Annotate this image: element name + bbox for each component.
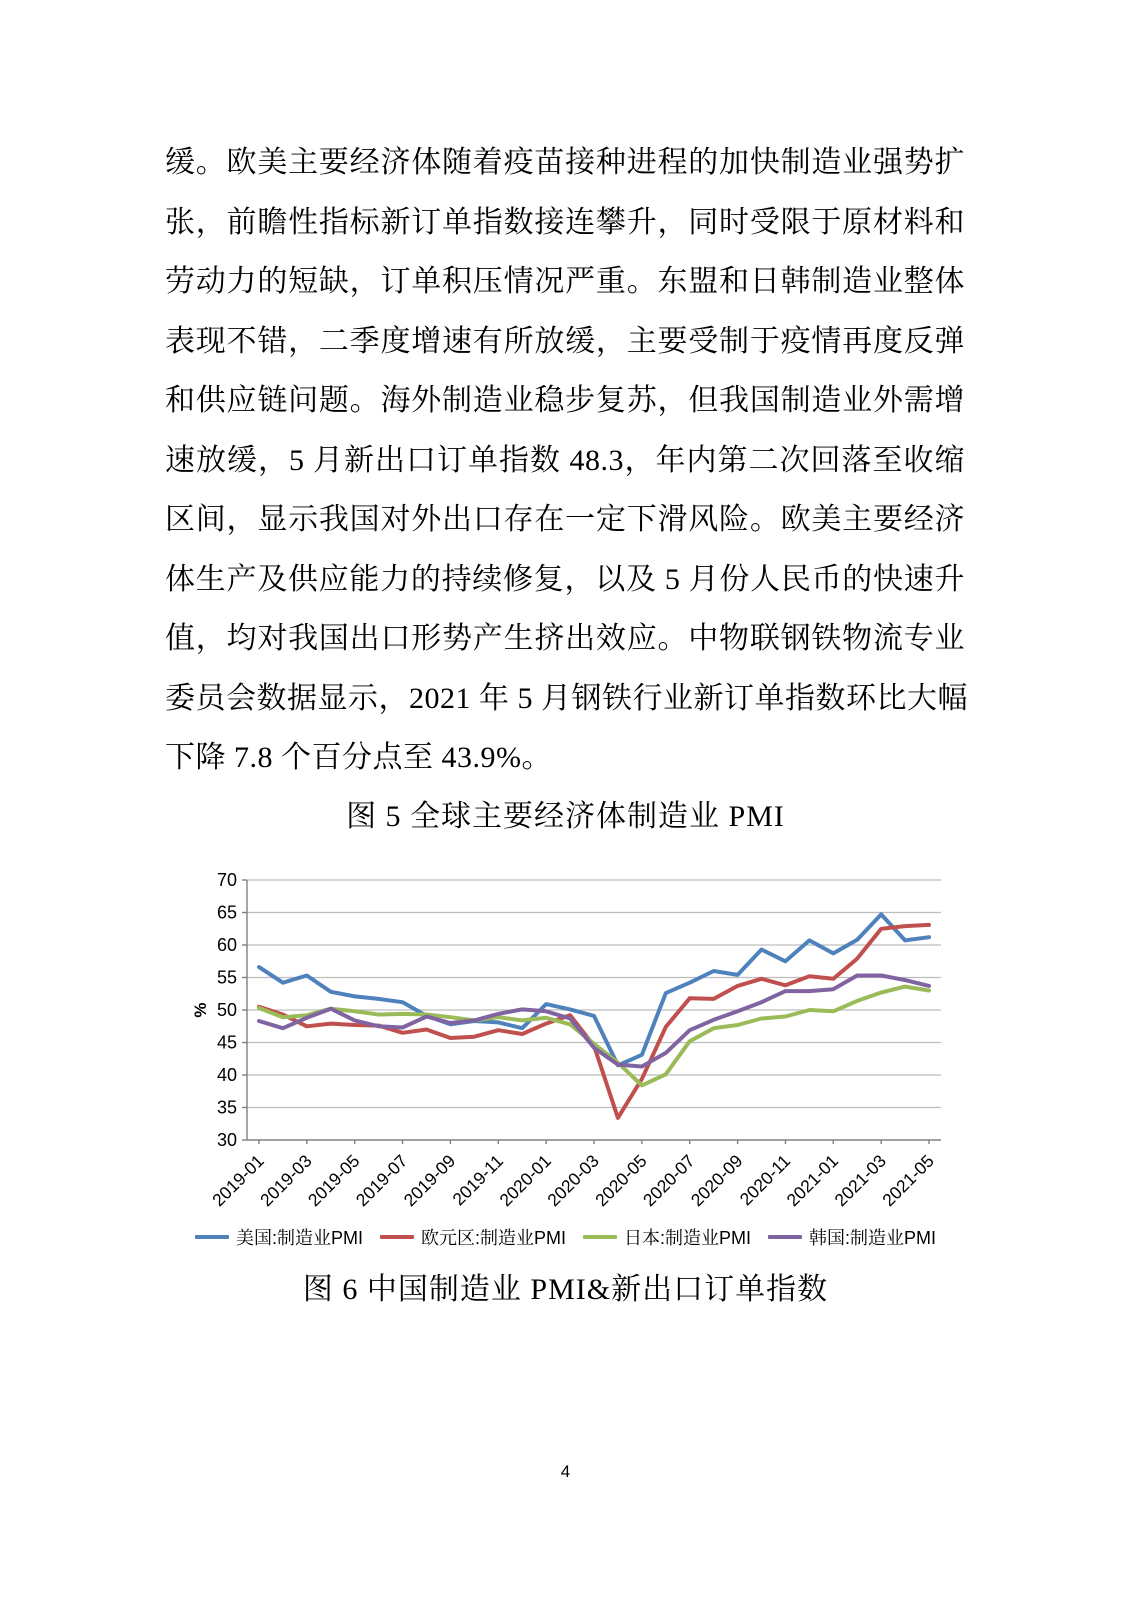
paragraph-line-4: 表现不错，二季度增速有所放缓，主要受制于疫情再度反弹 <box>165 324 965 358</box>
legend-swatch-eurozone <box>380 1235 414 1239</box>
svg-text:2019-01: 2019-01 <box>208 1150 268 1211</box>
y-axis-title: % <box>191 1002 210 1018</box>
svg-text:2020-07: 2020-07 <box>638 1150 699 1211</box>
svg-text:30: 30 <box>216 1130 237 1150</box>
svg-text:55: 55 <box>216 967 237 988</box>
legend-swatch-korea <box>768 1235 802 1239</box>
paragraph-line-5: 和供应链问题。海外制造业稳步复苏，但我国制造业外需增 <box>165 384 965 417</box>
legend-label-japan: 日本:制造业PMI <box>624 1228 752 1248</box>
svg-text:2021-03: 2021-03 <box>830 1150 891 1211</box>
svg-text:2020-11: 2020-11 <box>735 1150 795 1210</box>
svg-text:35: 35 <box>216 1097 237 1118</box>
y-axis-tick-labels <box>217 870 237 1150</box>
svg-text:50: 50 <box>216 1000 237 1020</box>
svg-text:45: 45 <box>216 1032 237 1053</box>
svg-text:2020-09: 2020-09 <box>686 1150 747 1211</box>
paragraph-line-3: 劳动力的短缺，订单积压情况严重。东盟和日韩制造业整体 <box>165 265 965 298</box>
series-line-japan <box>259 987 929 1086</box>
series-line-korea <box>259 976 929 1067</box>
svg-text:2019-07: 2019-07 <box>351 1150 412 1211</box>
svg-text:2021-01: 2021-01 <box>782 1150 843 1211</box>
svg-text:2021-05: 2021-05 <box>878 1150 938 1211</box>
figure6-caption: 图 6 中国制造业 PMI&新出口订单指数 <box>302 1273 829 1306</box>
svg-text:40: 40 <box>216 1065 237 1085</box>
svg-text:2019-09: 2019-09 <box>399 1150 460 1211</box>
paragraph-line-10: 委员会数据显示，2021 年 5 月钢铁行业新订单指数环比大幅 <box>165 681 968 715</box>
x-axis-tick-labels <box>208 1151 938 1211</box>
chart-legend <box>0 1224 1131 1250</box>
svg-text:2020-01: 2020-01 <box>495 1150 555 1211</box>
svg-text:2020-03: 2020-03 <box>543 1150 603 1211</box>
svg-text:2019-05: 2019-05 <box>303 1150 364 1211</box>
figure5-caption: 图 5 全球主要经济体制造业 PMI <box>346 800 785 833</box>
legend-item-us <box>195 1224 363 1250</box>
legend-label-eurozone: 欧元区:制造业PMI <box>420 1228 566 1248</box>
svg-text:70: 70 <box>216 870 237 890</box>
legend-swatch-japan <box>583 1235 617 1239</box>
legend-item-eurozone <box>380 1224 566 1250</box>
svg-text:60: 60 <box>216 935 237 955</box>
legend-label-korea: 韩国:制造业PMI <box>809 1228 937 1248</box>
legend-item-korea <box>768 1224 936 1250</box>
svg-text:2019-11: 2019-11 <box>448 1150 508 1210</box>
svg-text:65: 65 <box>216 902 237 923</box>
svg-text:2019-03: 2019-03 <box>256 1150 316 1211</box>
paragraph-line-8: 体生产及供应能力的持续修复，以及 5 月份人民币的快速升 <box>165 562 965 596</box>
svg-text:2020-05: 2020-05 <box>591 1150 651 1211</box>
legend-swatch-us <box>195 1235 229 1239</box>
legend-item-japan <box>583 1224 751 1250</box>
paragraph-line-11: 下降 7.8 个百分点至 43.9%。 <box>165 741 552 774</box>
paragraph-line-2: 张，前瞻性指标新订单指数接连攀升，同时受限于原材料和 <box>165 205 965 239</box>
paragraph-line-1: 缓。欧美主要经济体随着疫苗接种进程的加快制造业强势扩 <box>165 146 965 179</box>
paragraph-line-7: 区间，显示我国对外出口存在一定下滑风险。欧美主要经济 <box>165 503 965 536</box>
page-number: 4 <box>560 1462 571 1481</box>
paragraph-line-9: 值，均对我国出口形势产生挤出效应。中物联钢铁物流专业 <box>165 622 965 655</box>
legend-label-us: 美国:制造业PMI <box>235 1228 363 1248</box>
paragraph-line-6: 速放缓，5 月新出口订单指数 48.3，年内第二次回落至收缩 <box>165 443 965 477</box>
